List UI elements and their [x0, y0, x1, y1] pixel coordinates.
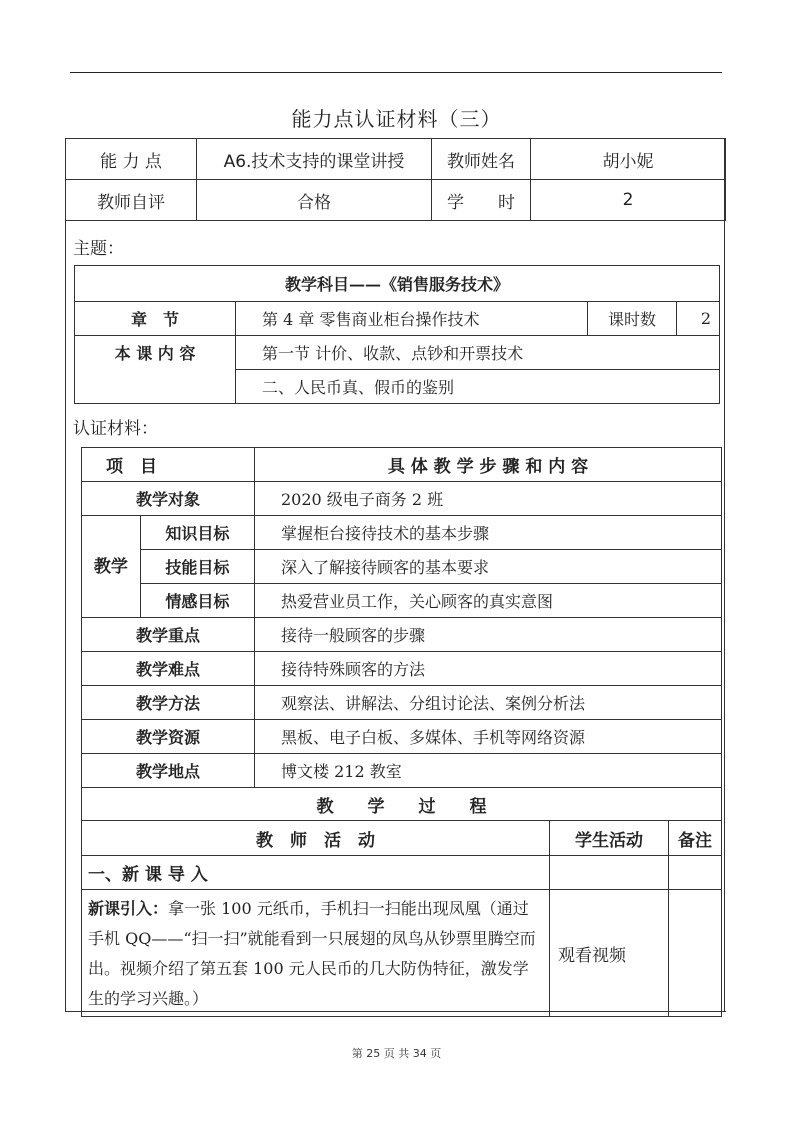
row-value: 黑板、电子白板、多媒体、手机等网络资源 — [255, 720, 722, 754]
process-title: 教 学 过 程 — [82, 788, 722, 821]
theme-label: 主题： — [73, 239, 124, 259]
note-header: 备注 — [669, 821, 722, 856]
goals-group-label: 教学 — [82, 516, 141, 618]
goal-value: 掌握柜台接待技术的基本步骤 — [255, 516, 722, 550]
table-row — [82, 652, 722, 686]
intro-row — [82, 890, 722, 1017]
row-value: 博文楼 212 教室 — [255, 754, 722, 788]
lesson-plan-table — [81, 447, 722, 1017]
material-label: 认证材料： — [73, 419, 158, 439]
subject-title: 教学科目——《销售服务技术》 — [75, 266, 720, 302]
row-value: 接待一般顾客的步骤 — [255, 618, 722, 652]
table-row — [82, 550, 722, 584]
row-label: 教学资源 — [82, 720, 255, 754]
content-line-2: 二、人民币真、假币的鉴别 — [236, 370, 720, 404]
target-label: 教学对象 — [82, 482, 255, 516]
class-hours-value: 2 — [677, 302, 720, 336]
note-cell — [669, 890, 722, 1017]
chapter-value: 第 4 章 零售商业柜台操作技术 — [236, 302, 588, 336]
table-row — [82, 482, 722, 516]
hours-value: 2 — [531, 180, 726, 221]
self-eval-value: 合格 — [197, 180, 432, 221]
ability-label: 能 力 点 — [66, 139, 197, 180]
chapter-label: 章 节 — [75, 302, 236, 336]
header-rule — [70, 72, 722, 73]
ability-value: A6.技术支持的课堂讲授 — [197, 139, 432, 180]
row-label: 教学方法 — [82, 686, 255, 720]
section-note-cell — [669, 856, 722, 890]
table-row — [82, 516, 722, 550]
self-eval-label: 教师自评 — [66, 180, 197, 221]
table-row — [82, 618, 722, 652]
goal-label: 技能目标 — [140, 550, 254, 584]
teacher-name-value: 胡小妮 — [531, 139, 726, 180]
goal-value: 热爱营业员工作，关心顾客的真实意图 — [255, 584, 722, 618]
content-line-1: 第一节 计价、收款、点钞和开票技术 — [236, 336, 720, 370]
table-row — [82, 754, 722, 788]
process-title-row — [82, 788, 722, 821]
student-activity: 观看视频 — [550, 890, 669, 1017]
item-header: 项 目 — [82, 448, 255, 482]
table-row — [82, 584, 722, 618]
page-footer: 第 25 页 共 34 页 — [351, 1047, 442, 1060]
subject-table — [74, 265, 720, 404]
section-student-cell — [550, 856, 669, 890]
content-label-spacer — [75, 370, 236, 404]
section-row — [82, 856, 722, 890]
goal-value: 深入了解接待顾客的基本要求 — [255, 550, 722, 584]
intro-text: 拿一张 100 元纸币，手机扫一扫能出现凤凰（通过手机 QQ——“扫一扫”就能看到一只展翅的凤鸟从钞票里腾空而出。视频介绍了第五套 100 元人民币的几大防伪特征，激发学生的学习兴趣。） — [88, 899, 536, 1008]
hours-label: 学 时 — [432, 180, 531, 221]
header-table — [65, 138, 726, 221]
row-value: 观察法、讲解法、分组讨论法、案例分析法 — [255, 686, 722, 720]
section-title: 一、新 课 导 入 — [82, 856, 550, 890]
table-row — [82, 686, 722, 720]
student-activity-header: 学生活动 — [550, 821, 669, 856]
teacher-name-label: 教师姓名 — [432, 139, 531, 180]
goal-label: 知识目标 — [140, 516, 254, 550]
process-header-row — [82, 821, 722, 856]
intro-cell — [82, 890, 550, 1017]
page-title: 能力点认证材料（三） — [291, 107, 502, 131]
row-label: 教学难点 — [82, 652, 255, 686]
content-header: 具 体 教 学 步 骤 和 内 容 — [255, 448, 722, 482]
frame-bottom-rule — [65, 1011, 726, 1012]
row-value: 接待特殊顾客的方法 — [255, 652, 722, 686]
content-label: 本 课 内 容 — [75, 336, 236, 370]
row-label: 教学重点 — [82, 618, 255, 652]
target-value: 2020 级电子商务 2 班 — [255, 482, 722, 516]
row-label: 教学地点 — [82, 754, 255, 788]
header-row-1 — [66, 139, 726, 180]
goal-label: 情感目标 — [140, 584, 254, 618]
class-hours-label: 课时数 — [588, 302, 677, 336]
table-row — [82, 720, 722, 754]
teacher-activity-header: 教 师 活 动 — [82, 821, 550, 856]
plan-header-row — [82, 448, 722, 482]
intro-label: 新课引入： — [88, 899, 169, 918]
header-row-2 — [66, 180, 726, 221]
